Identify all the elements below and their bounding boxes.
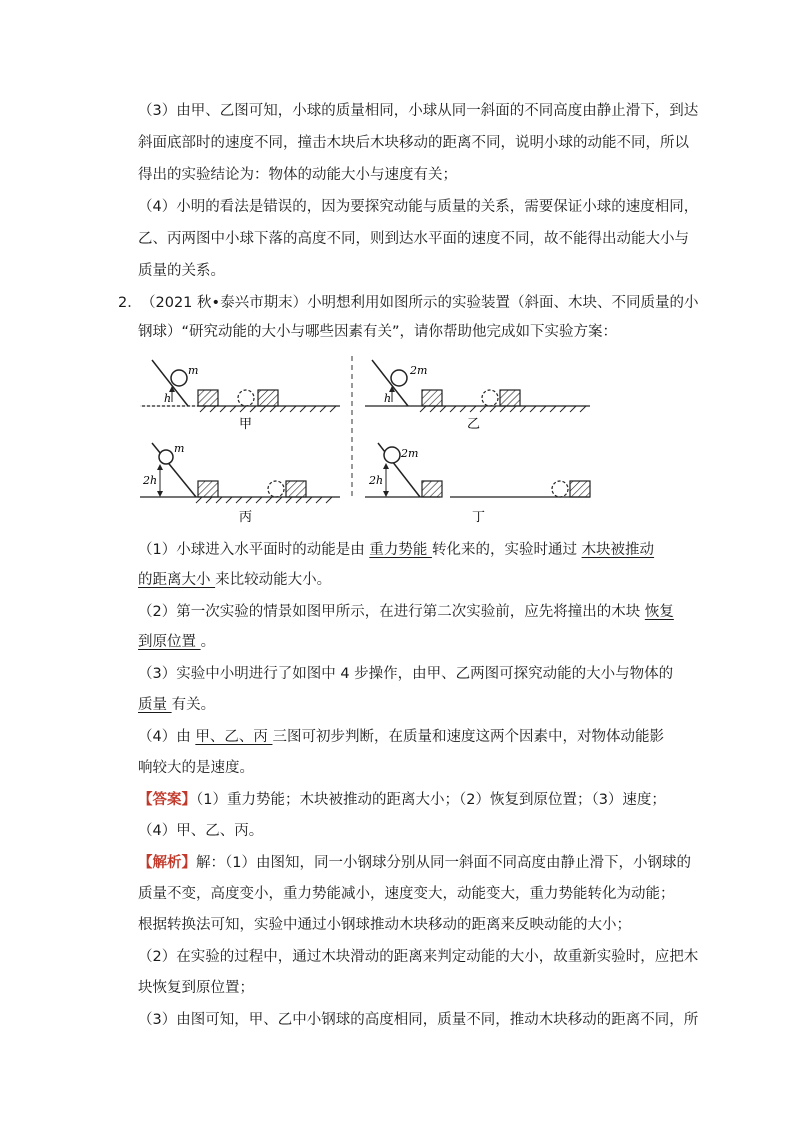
question-stem-line1: （2021 秋•泰兴市期末）小明想利用如图所示的实验装置（斜面、木块、不同质量的小 — [141, 295, 699, 311]
sub-question-4-line2: 响较大的是速度。 — [138, 760, 254, 776]
mass-label: 2m — [410, 364, 428, 377]
analysis-line3: 根据转换法可知，实验中通过小钢球推动木块移动的距离来反映动能的大小； — [138, 917, 631, 933]
sub-question-1-line2: 的距离大小 来比较动能大小。 — [138, 572, 332, 588]
prev-analysis-p3-line2: 斜面底部时的速度不同，撞击木块后木块移动的距离不同，说明小球的动能不同，所以 — [138, 135, 689, 151]
panel-caption-bing: 丙 — [239, 510, 253, 525]
prev-analysis-p4-line3: 质量的关系。 — [138, 263, 225, 279]
sub-question-2-line2: 到原位置 。 — [138, 634, 216, 650]
prev-analysis-p4-line2: 乙、丙两图中小球下落的高度不同，则到达水平面的速度不同，故不能得出动能大小与 — [138, 231, 689, 247]
mass-label: 2m — [401, 447, 419, 460]
question-number: 2． — [118, 295, 142, 311]
analysis-label: 【解析】 — [138, 855, 196, 871]
height-label: h — [384, 392, 392, 405]
sub-question-3-line2: 质量 有关。 — [138, 697, 216, 713]
panel-caption-ding: 丁 — [472, 510, 486, 525]
panel-yi — [365, 360, 590, 432]
q1-blank-2b: 的距离大小 — [138, 572, 216, 588]
analysis-line2: 质量不变，高度变小，重力势能减小，速度变大，动能变大，重力势能转化为动能； — [138, 886, 675, 902]
wood-block — [198, 390, 218, 406]
mass-label: m — [188, 364, 199, 377]
answer-line2: （4）甲、乙、丙。 — [138, 823, 264, 839]
q2-blank-b: 到原位置 — [138, 634, 201, 650]
answer-line1: 【答案】（1）重力势能；木块被推动的距离大小；（2）恢复到原位置；（3）速度； — [138, 792, 666, 808]
height-label: h — [164, 392, 172, 405]
mass-label: m — [174, 442, 185, 455]
q4-blank: 甲、乙、丙 — [195, 729, 273, 745]
analysis-line6: （3）由图可知，甲、乙中小钢球的高度相同，质量不同，推动木块移动的距离不同，所 — [138, 1012, 699, 1028]
answer-label: 【答案】 — [138, 792, 196, 808]
height-label: 2h — [369, 474, 384, 487]
panel-caption-yi: 乙 — [467, 417, 481, 432]
height-label: 2h — [143, 474, 158, 487]
prev-analysis-p3-line3: 得出的实验结论为：物体的动能大小与速度有关； — [138, 167, 457, 183]
sub-question-3-line1: （3）实验中小明进行了如图中 4 步操作，由甲、乙两图可探究动能的大小与物体的 — [138, 666, 674, 682]
panel-bing — [140, 442, 340, 525]
sub-question-2-line1: （2）第一次实验的情景如图甲所示，在进行第二次实验前，应先将撞出的木块 恢复 — [138, 604, 674, 620]
sub-question-1-line1: （1）小球进入水平面时的动能是由 重力势能 转化来的，实验时通过 木块被推动 — [138, 542, 655, 558]
analysis-line1: 【解析】解：（1）由图知，同一小钢球分别从同一斜面不同高度由静止滑下，小钢球的 — [138, 855, 691, 871]
q2-blank-a: 恢复 — [644, 604, 674, 620]
prev-analysis-p4-line1: （4）小明的看法是错误的，因为要探究动能与质量的关系，需要保证小球的速度相同， — [138, 199, 699, 215]
prev-analysis-p3-line1: （3）由甲、乙图可知，小球的质量相同，小球从同一斜面的不同高度由静止滑下，到达 — [138, 103, 699, 119]
q1-blank-1: 重力势能 — [369, 542, 432, 558]
panel-ding — [365, 443, 590, 525]
panel-jia — [140, 360, 340, 432]
sub-question-4-line1: （4）由 甲、乙、丙 三图可初步判断，在质量和速度这两个因素中，对物体动能影 — [138, 729, 664, 745]
ball-icon — [171, 370, 187, 386]
question-stem-line2: 钢球）“研究动能的大小与哪些因素有关”，请你帮助他完成如下实验方案： — [138, 324, 618, 340]
analysis-line4: （2）在实验的过程中，通过木块滑动的距离来判定动能的大小，故重新实验时，应把木 — [138, 949, 699, 965]
analysis-line5: 块恢复到原位置； — [138, 980, 254, 996]
q1-blank-2a: 木块被推动 — [581, 542, 655, 558]
panel-caption-jia: 甲 — [239, 417, 253, 432]
q3-blank: 质量 — [138, 697, 172, 713]
